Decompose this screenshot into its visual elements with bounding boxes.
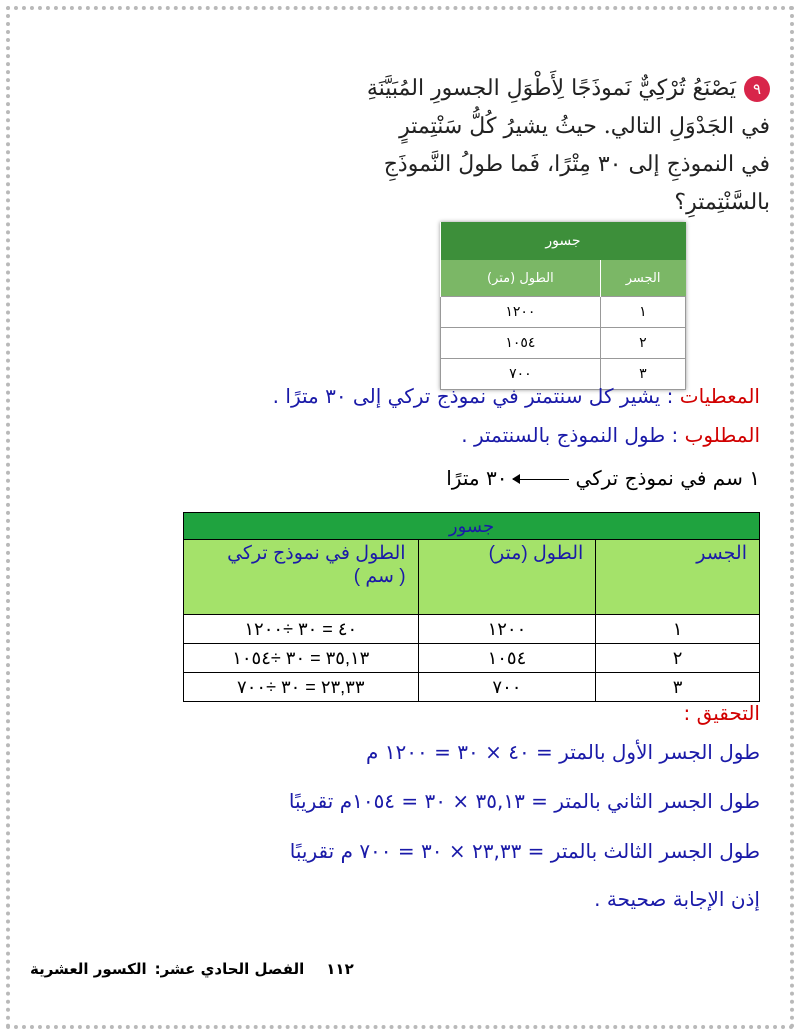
required-text: : طول النموذج بالسنتمتر . [461,423,685,447]
relation-right: ٣٠ مترًا [446,466,508,490]
check-line-2: طول الجسر الثاني بالمتر = ٣٥,١٣ × ٣٠ = ١٠٥٤م تقريبًا [288,789,760,813]
page-footer [30,960,354,978]
cell: ٧٠٠ [441,359,601,390]
source-header-bridge: الجسر [600,260,685,297]
given-label: المعطيات [679,384,760,408]
cell: ٣٥,١٣ = ٣٠ ÷١٠٥٤ [184,644,419,673]
solution-header-model: الطول في نموذج تركي ( سم ) [184,540,419,615]
cell: ٢ [596,644,760,673]
relation-left: ١ سم في نموذج تركي [575,466,760,490]
bridges-solution-table [183,512,760,702]
solution-header-bridge: الجسر [596,540,760,615]
check-line-3: طول الجسر الثالث بالمتر = ٢٣,٣٣ × ٣٠ = ٧٠٠ م تقريبًا [289,839,760,863]
page-number: ١١٢ [326,960,354,978]
solution-table-title: جسور [184,513,760,540]
problem-line-4: بالسَّنْتِمترِ؟ [674,190,770,215]
problem-line-1: ٩يَصْنَعُ تُرْكِيٌّ نَموذَجًا لِأَطْوَلِ الجسورِ المُبَيَّنَةِ [250,70,770,108]
table-row [184,615,760,644]
problem-line-3: في النموذجِ إلى ٣٠ مِتْرًا، فَما طولُ النَّموذَجِ [383,152,770,177]
cell: ٣ [596,673,760,702]
cell: ١٢٠٠ [441,297,601,328]
bridges-source-table [440,222,686,390]
cell: ١ [600,297,685,328]
problem-line-2: في الجَدْوَلِ التالي. حيثُ يشيرُ كُلُّ سَنْتِمترٍ [399,114,770,139]
source-table-title: جسور [441,222,686,260]
table-row [441,328,686,359]
question-number-badge: ٩ [744,76,770,102]
table-row [184,673,760,702]
relation-line [446,466,760,490]
source-header-length: الطول (متر) [441,260,601,297]
cell: ١٢٠٠ [418,615,596,644]
cell: ٣ [600,359,685,390]
table-row [184,644,760,673]
table-row [441,297,686,328]
solution-header-length: الطول (متر) [418,540,596,615]
check-label: التحقيق : [683,701,760,725]
cell: ١٠٥٤ [418,644,596,673]
arrow-icon [513,479,569,480]
required-line [461,423,760,447]
chapter-subject: الكسور العشرية [30,960,147,978]
cell: ١ [596,615,760,644]
given-text: : يشير كل سنتمتر في نموذج تركي إلى ٣٠ مترًا . [272,384,680,408]
cell: ١٠٥٤ [441,328,601,359]
problem-statement [250,70,770,222]
cell: ٢٣,٣٣ = ٣٠ ÷٧٠٠ [184,673,419,702]
cell: ٧٠٠ [418,673,596,702]
check-line-1: طول الجسر الأول بالمتر = ٤٠ × ٣٠ = ١٢٠٠ م [366,740,760,764]
given-line [273,384,760,408]
cell: ٤٠ = ٣٠ ÷١٢٠٠ [184,615,419,644]
check-line-4: إذن الإجابة صحيحة . [594,887,760,911]
cell: ٢ [600,328,685,359]
required-label: المطلوب [684,423,760,447]
chapter-title: الفصل الحادي عشر: [154,960,305,978]
